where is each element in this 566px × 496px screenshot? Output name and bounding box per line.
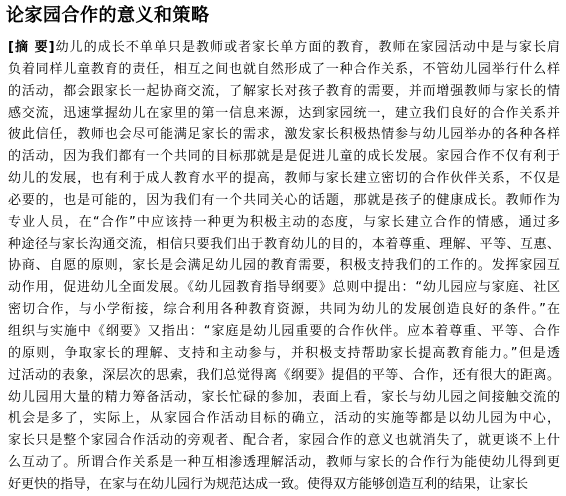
abstract-line: 专业人员，在“合作”中应该持一种更为积极主动的态度，与家长建立合作的情感，通过多 <box>8 214 560 230</box>
abstract-label: [摘 要] <box>8 40 55 55</box>
abstract-line: 的活动，都会跟家长一起协商交流，了解家长对孩子教育的需要，并而增强教师与家长的情 <box>8 83 560 99</box>
article-title: 论家园合作的意义和策略 <box>6 5 210 26</box>
abstract-line: 协商、自愿的原则，家长是会满足幼儿园的教育需要，积极支持我们的工作的。发挥家园互 <box>8 258 560 274</box>
abstract-line: 密切合作，与小学衔接，综合利用各种教育资源，共同为幼儿的发展创造良好的条件。”在 <box>8 302 560 318</box>
abstract-line: 的原则，争取家长的理解、支持和主动参与，并积极支持帮助家长提高教育能力。”但是透 <box>8 345 560 361</box>
abstract-line: 感交流，迅速掌握幼儿在家里的第一信息来源，达到家园统一，建立我们良好的合作关系并 <box>8 105 560 121</box>
abstract-line: 的活动，因为我们都有一个共同的目标那就是是促进儿童的成长发展。家园合作不仅有利于 <box>8 149 560 165</box>
abstract-line: 好更快的指导，在家与在幼儿园行为规范达成一致。使得双方能够创造互利的结果，让家长 <box>8 476 529 492</box>
abstract-line: 组织与实施中《纲要》又指出：“家庭是幼儿园重要的合作伙伴。应本着尊重、平等、合作 <box>8 323 560 339</box>
abstract-line: 过活动的表象，深层次的思索，我们总觉得离《纲要》提倡的平等、合作，还有很大的距离。 <box>8 367 560 383</box>
abstract-line: 么互动了。所谓合作关系是一种互相渗透理解活动，教师与家长的合作行为能使幼儿得到更 <box>8 455 560 471</box>
abstract-line: 彼此信任，教师也会尽可能满足家长的需求，激发家长积极热情参与幼儿园举办的各种各样 <box>8 127 560 143</box>
abstract-line: 必要的，也是可能的，因为我们有一个共同关心的话题，那就是孩子的健康成长。教师作为 <box>8 192 560 208</box>
abstract-line: 种途径与家长沟通交流，相信只要我们出于教育幼儿的目的，本着尊重、理解、平等、互惠、 <box>8 236 560 252</box>
abstract-line: 家长只是整个家园合作活动的旁观者、配合者，家园合作的意义也就消失了，就更谈不上什 <box>8 433 560 449</box>
abstract-line: 动作用，促进幼儿全面发展。《幼儿园教育指导纲要》总则中提出：“幼儿园应与家庭、社区 <box>8 280 560 296</box>
abstract-line: 幼儿的发展，也有利于成人教育水平的提高，教师与家长建立密切的合作伙伴关系，不仅是 <box>8 171 560 187</box>
abstract-line: 负着同样儿童教育的责任，相互之间也就自然形成了一种合作关系，不管幼儿园举行什么样 <box>8 61 560 77</box>
abstract-body <box>8 37 560 496</box>
abstract-line: 机会是多了，实际上，从家园合作活动目标的确立，活动的实施等都是以幼儿园为中心， <box>8 411 560 427</box>
abstract-line-text: 幼儿的成长不单单只是教师或者家长单方面的教育，教师在家园活动中是与家长肩 <box>54 40 560 55</box>
abstract-line: 幼儿园用大量的精力筹备活动，家长忙碌的参加，表面上看，家长与幼儿园之间接触交流的 <box>8 389 560 405</box>
abstract-line <box>8 37 560 59</box>
